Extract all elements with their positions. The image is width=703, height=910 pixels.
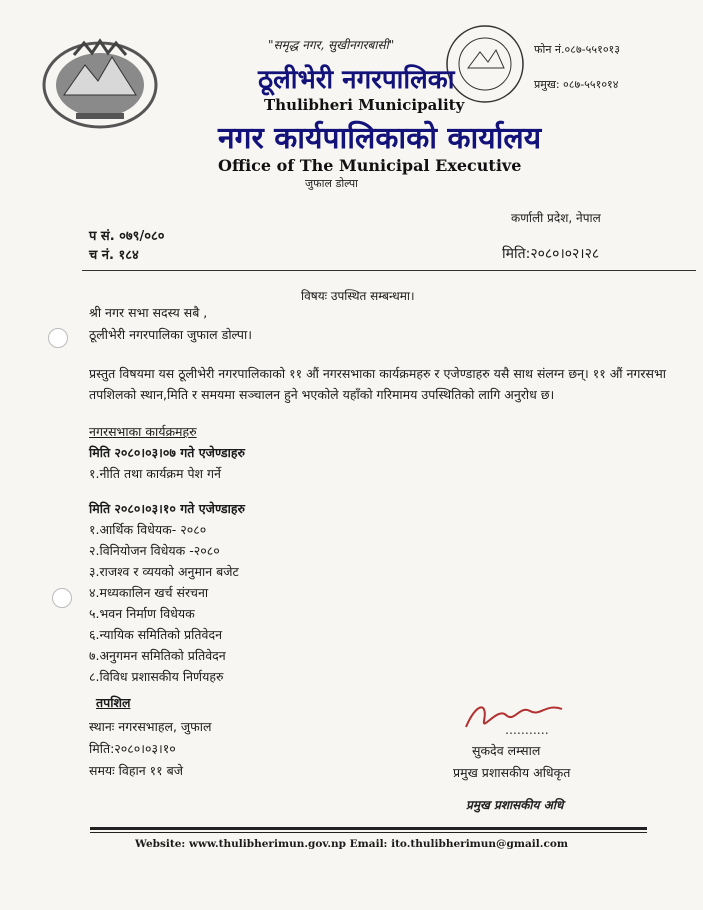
footer-rule-thin bbox=[90, 832, 647, 833]
office-name-english: Office of The Municipal Executive bbox=[218, 156, 522, 175]
recipient-line-2: ठूलीभेरी नगरपालिका जुफाल डोल्पा। bbox=[89, 327, 252, 342]
letter-body: प्रस्तुत विषयमा यस ठूलीभेरी नगरपालिकाको ११ औं नगरसभाका कार्यक्रमहरु र एजेण्डाहरु यसै साथ संलग्न छन्। ११ औं नगरसभा तपशिलको स्थान,मिति र समयमा सञ्चालन हुने भएकोले यहाँको गरिमामय उपस्थितिको लागि अनुरोध छ। bbox=[89, 366, 667, 402]
signatory-name: सुकदेव लम्साल bbox=[472, 743, 541, 758]
footer-contact: Website: www.thulibherimun.gov.np Email: ito.thulibherimun@gmail.com bbox=[135, 838, 568, 850]
day2-item: ५.भवन निर्माण विधेयक bbox=[89, 606, 195, 621]
office-name-nepali: नगर कार्यपालिकाको कार्यालय bbox=[218, 121, 542, 156]
chief-phone-number: प्रमुख: ०८७-५५१०१४ bbox=[534, 78, 619, 91]
day2-item: ८.विविध प्रशासकीय निर्णयहरु bbox=[89, 669, 224, 684]
recipient-line-1: श्री नगर सभा सदस्य सबै , bbox=[89, 305, 208, 320]
phone-number: फोन नं.०८७-५५१०१३ bbox=[534, 43, 620, 56]
day2-item: २.विनियोजन विधेयक -२०८० bbox=[89, 543, 220, 558]
meeting-date: मिति:२०८०।०३।१० bbox=[89, 741, 176, 756]
office-location: जुफाल डोल्पा bbox=[305, 177, 358, 190]
day2-item: ४.मध्यकालिन खर्च संरचना bbox=[89, 585, 209, 600]
dispatch-number: च नं. १८४ bbox=[89, 248, 139, 263]
punch-hole bbox=[48, 328, 68, 348]
day2-item: ३.राजश्व र व्ययको अनुमान बजेट bbox=[89, 564, 239, 579]
slogan: "समृद्ध नगर, सुखीनगरबासी" bbox=[268, 38, 395, 52]
municipality-name-nepali: ठूलीभेरी नगरपालिका bbox=[258, 65, 455, 95]
municipality-name-english: Thulibheri Municipality bbox=[264, 96, 465, 114]
footer-rule-thick bbox=[90, 827, 647, 830]
day1-item: १.नीति तथा कार्यक्रम पेश गर्ने bbox=[89, 466, 221, 481]
day2-heading: मिति २०८०।०३।१० गते एजेण्डाहरु bbox=[89, 501, 245, 516]
punch-hole bbox=[52, 588, 72, 608]
letter-subject: विषयः उपस्थित सम्बन्धमा। bbox=[301, 289, 415, 303]
letter-date: मिति:२०८०।०२।२८ bbox=[502, 246, 600, 262]
meeting-time: समयः विहान ११ बजे bbox=[89, 763, 184, 778]
programs-heading: नगरसभाका कार्यक्रमहरु bbox=[89, 424, 197, 439]
designation-stamp: प्रमुख प्रशासकीय अधि bbox=[466, 798, 564, 812]
details-heading: तपशिल bbox=[96, 695, 131, 710]
day1-heading: मिति २०८०।०३।०७ गते एजेण्डाहरु bbox=[89, 445, 245, 460]
signatory-title: प्रमुख प्रशासकीय अधिकृत bbox=[453, 765, 571, 780]
signature-dots: ........... bbox=[505, 722, 549, 737]
nepal-emblem-icon bbox=[40, 35, 160, 130]
header-divider bbox=[82, 270, 696, 271]
venue: स्थानः नगरसभाहल, जुफाल bbox=[89, 719, 212, 734]
day2-item: ७.अनुगमन समितिको प्रतिवेदन bbox=[89, 648, 226, 663]
day2-item: १.आर्थिक विधेयक- २०८० bbox=[89, 522, 207, 537]
letter-reference-number: प सं. ०७९/०८० bbox=[89, 229, 165, 244]
day2-item: ६.न्यायिक समितिको प्रतिवेदन bbox=[89, 627, 223, 642]
province-address: कर्णाली प्रदेश, नेपाल bbox=[511, 211, 601, 225]
